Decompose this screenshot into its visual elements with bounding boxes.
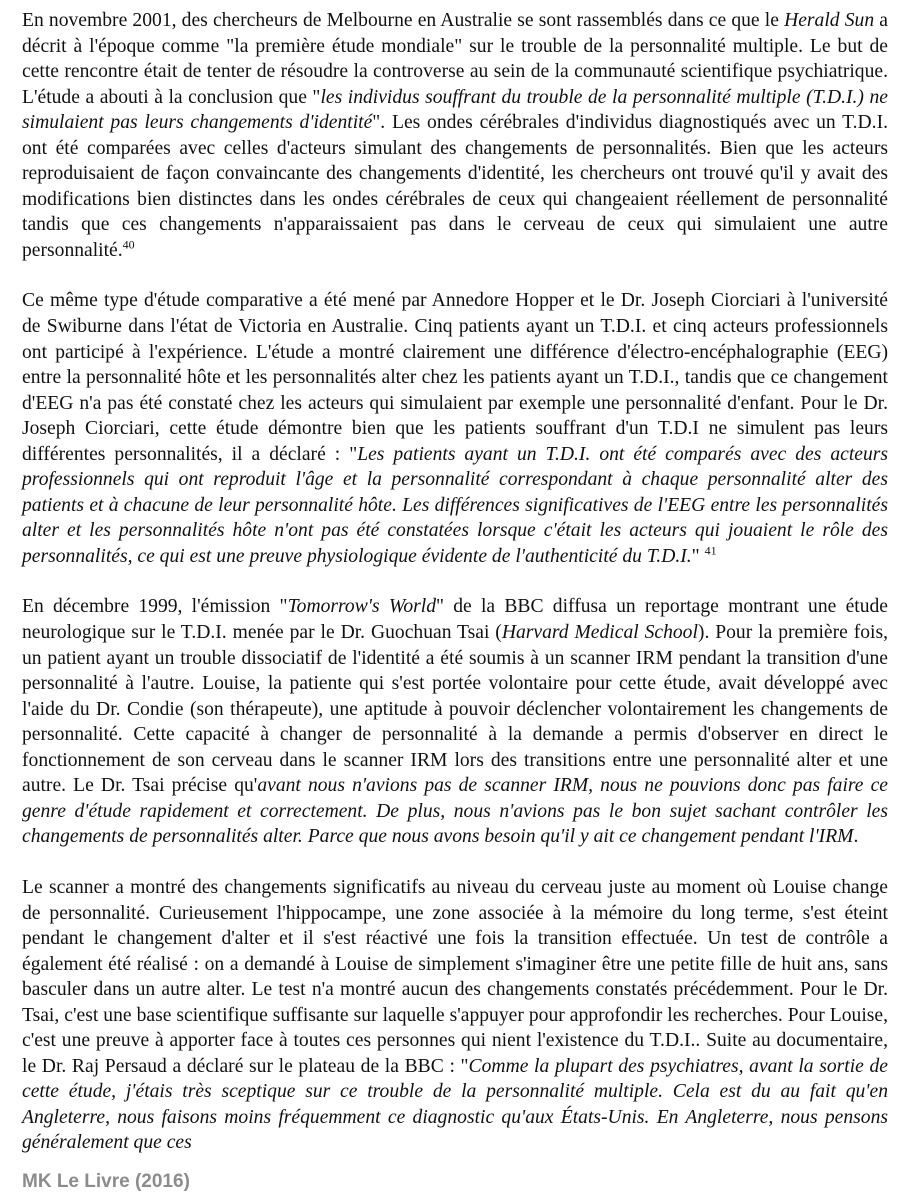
italic-text-run: avant nous n'avions pas de scanner IRM, nous ne pouvions donc pas faire ce genre d'étude rapidement et correctement. De plus, nous n'avions pas le bon sujet sachant contrôler les changements de personnalités alter. Parce que nous avons besoin qu'il y ait ce changement pendant l'IRM <box>22 775 888 848</box>
italic-text-run: Comme la plupart des psychiatres, avant la sortie de cette étude, j'étais très sceptique sur ce trouble de la personnalité multiple. Cela est du au fait qu'en Angleterre, nous faisons moins fréquemment ce diagnostic qu'aux États-Unis. En Angleterre, nous pensons généralement que ces <box>22 1055 888 1154</box>
text-run: Ce même type d'étude comparative a été mené par Annedore Hopper et le Dr. Joseph Ciorciari à l'université de Swiburne dans l'état de Victoria en Australie. Cinq patients ayant un T.D.I. et cinq acteurs professionnels ont participé à l'expérience. L'étude a montré clairement une différence d'électro-encéphalographie (EEG) entre la personnalité hôte et les personnalités alter chez les patients ayant un T.D.I., tandis que ce changement d'EEG n'a pas été constaté chez les acteurs qui simulaient par exemple une personnalité d'enfant. Pour le Dr. Joseph Ciorciari, cette étude démontre bien que les patients souffrant d'un T.D.I ne simulent pas leurs différentes personnalités, il a déclaré : " <box>22 290 888 465</box>
text-run: . <box>853 826 859 848</box>
text-run: ). Pour la première fois, un patient ayant un trouble dissociatif de l'identité a été soumis à un scanner IRM pendant la transition d'une personnalité à l'autre. Louise, la patiente qui s'est portée volontaire pour cette étude, avait développé avec l'aide du Dr. Condie (son thérapeute), une aptitude à pouvoir déclencher volontairement les changements de personnalité. Cette capacité à changer de personnalité à la demande a permis d'observer en direct le fonctionnement de son cerveau dans le scanner IRM lors des transitions entre une personnalité alter et une autre. Le Dr. Tsai précise qu' <box>22 622 889 797</box>
text-run: " de la BBC diffusa un reportage montrant une étude neurologique sur le T.D.I. menée par le Dr. Guochuan Tsai ( <box>22 596 889 644</box>
text-run: Le scanner a montré des changements significatifs au niveau du cerveau juste au moment où Louise change de personnalité. Curieusement l'hippocampe, une zone associée à la mémoire du long terme, s'est éteint pendant le changement d'alter et il s'est réactivé une fois la transition effectuée. Un test de contrôle a également été réalisé : on a demandé à Louise de simplement s'imaginer être une petite fille de huit ans, sans basculer dans un autre alter. Le test n'a montré aucun des changements constatés précédemment. Pour le Dr. Tsai, c'est une base scientifique suffisante sur laquelle s'appuyer pour approfondir les recherches. Pour Louise, c'est une preuve à apporter face à toutes ces personnes qui nient l'existence du T.D.I.. Suite au documentaire, le Dr. Raj Persaud a déclaré sur le plateau de la BBC : " <box>22 876 888 1077</box>
footnote-reference: 40 <box>122 237 135 252</box>
footer-source-label: MK Le Livre (2016) <box>22 1171 190 1192</box>
paragraph-swinburne-study <box>22 288 888 569</box>
italic-text-run: Harvard Medical School <box>501 622 698 644</box>
italic-text-run: Les patients ayant un T.D.I. ont été comparés avec des acteurs professionnels qui ont reproduit l'âge et la personnalité correspondant à chaque personnalité alter des patients et à chacune de leur personnalité hôte. Les différences significatives de l'EEG entre les personnalités alter et les personnalités hôte n'ont pas été constatées lorsque c'était les acteurs qui jouaient le rôle des personnalités, ce qui est une preuve physiologique évidente de l'authenticité du T.D.I. <box>22 443 889 567</box>
document-page <box>22 8 888 1181</box>
italic-text-run: les individus souffrant du trouble de la personnalité multiple (T.D.I.) ne simulaient pas leurs changements d'identité <box>22 86 888 134</box>
text-run: En novembre 2001, des chercheurs de Melbourne en Australie se sont rassemblés dans ce que le <box>22 10 785 31</box>
text-run: a décrit à l'époque comme "la première étude mondiale" sur le trouble de la personnalité multiple. Le but de cette rencontre était de tenter de résoudre la controverse au sein de la communauté scientifique psychiatrique. L'étude a abouti à la conclusion que " <box>22 10 888 108</box>
paragraph-scanner-results <box>22 875 888 1156</box>
paragraph-melbourne-study <box>22 8 888 263</box>
text-run: " <box>691 545 705 567</box>
paragraph-bbc-report <box>22 594 888 849</box>
text-run: ". Les ondes cérébrales d'individus diagnostiqués avec un T.D.I. ont été comparées avec celles d'acteurs simulant des changements de personnalités. Bien que les acteurs reproduisaient de façon convaincante des changements d'identité, les chercheurs ont trouvé qu'il y avait des modifications bien distinctes dans les ondes cérébrales de ceux qui changeaient réellement de personnalité tandis que ces changements n'apparaissaient pas dans le cerveau de ceux qui simulaient une autre personnalité. <box>22 112 888 261</box>
text-run: En décembre 1999, l'émission " <box>22 596 288 618</box>
italic-text-run: Tomorrow's World <box>287 596 437 618</box>
footnote-reference: 41 <box>704 543 717 558</box>
italic-text-run: Herald Sun <box>784 10 875 31</box>
